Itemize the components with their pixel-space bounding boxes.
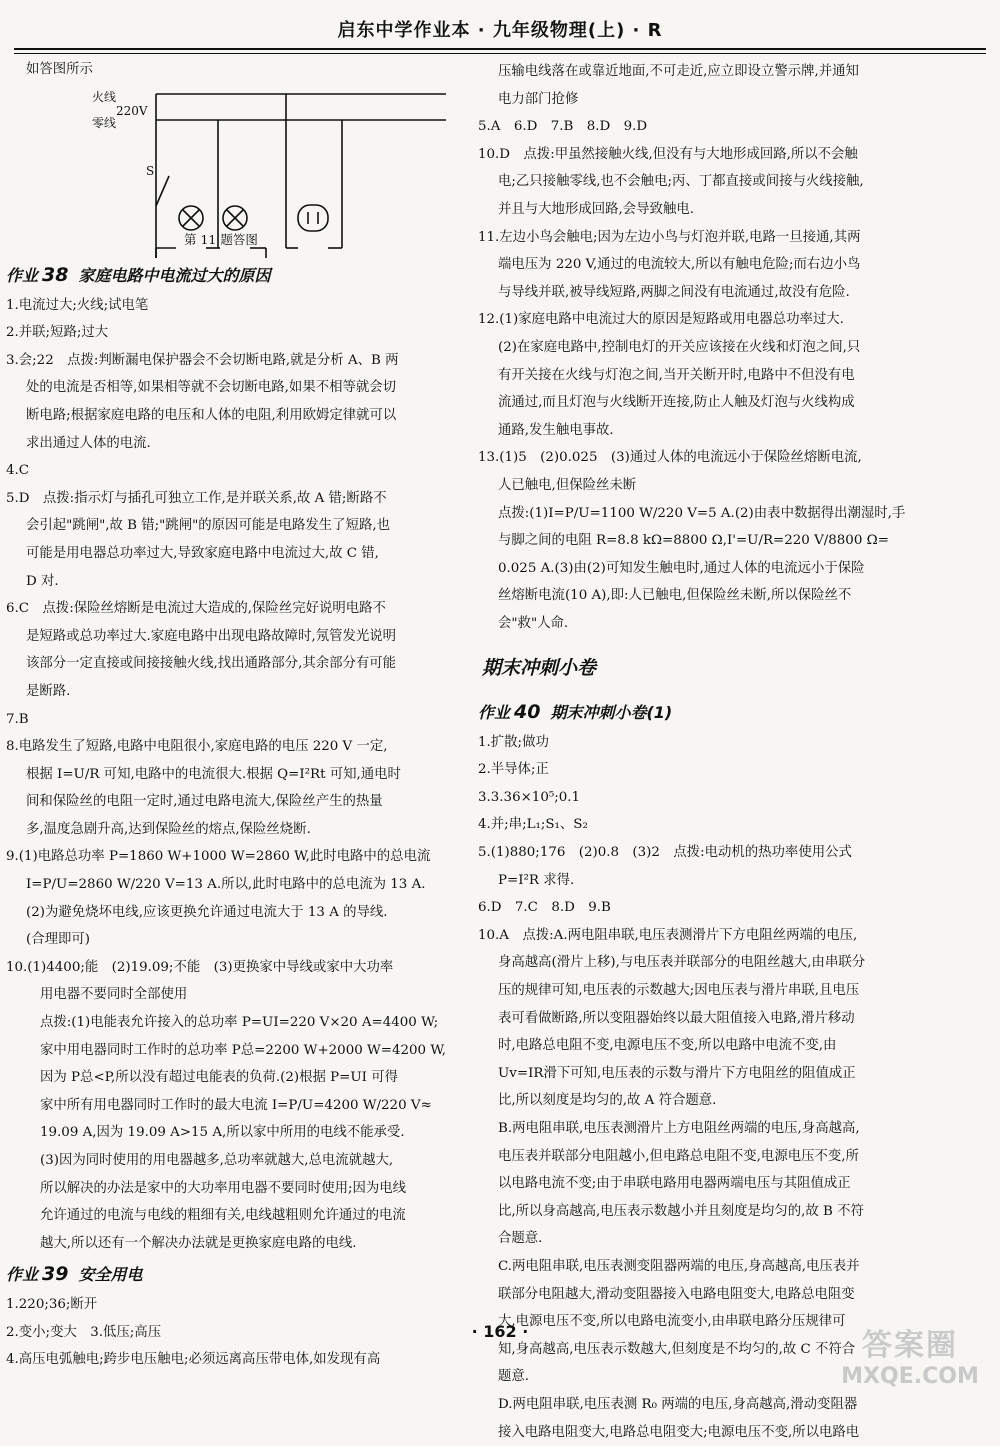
answer-line: 该部分一定直接或间接接触火线,找出通路部分,其余部分有可能 (6, 650, 458, 678)
answer-line: 点拨:(1)电能表允许接入的总功率 P=UI=220 V×20 A=4400 W; (6, 1009, 458, 1037)
answer-line: 点拨:(1)I=P/U=1100 W/220 V=5 A.(2)由表中数据得出潮湿时,手 (478, 500, 956, 528)
answer-line: 电力部门抢修 (478, 86, 956, 114)
watermark-line-1: 答案圈 (830, 1328, 990, 1364)
answer-line: 联部分电阻越大,滑动变阻器接入电路电阻变大,电路总电阻变 (478, 1281, 956, 1309)
answer-line: 时,电路总电阻不变,电源电压不变,所以电路中电流不变,由 (478, 1032, 956, 1060)
answer-line: 通路,发生触电事故. (478, 417, 956, 445)
answer-line: 3.会;22 点拨:判断漏电保护器会不会切断电路,就是分析 A、B 两 (6, 347, 458, 375)
answer-line: 9.(1)电路总功率 P=1860 W+1000 W=2860 W,此时电路中的总电流 (6, 843, 458, 871)
answer-line: 用电器不要同时全部使用 (6, 981, 458, 1009)
answer-line: 5.(1)880;176 (2)0.8 (3)2 点拨:电动机的热功率使用公式 (478, 839, 956, 867)
answer-line: 断电路;根据家庭电路的电压和人体的电阻,利用欧姆定律就可以 (6, 402, 458, 430)
answer-line: 可能是用电器总功率过大,导致家庭电路中电流过大,故 C 错, (6, 540, 458, 568)
answer-line: 与脚之间的电阻 R=8.8 kΩ=8800 Ω,I'=U/R=220 V/8800 Ω= (478, 527, 956, 555)
answer-line: 大,电源电压不变,所以电路电流变小,由串联电路分压规律可 (478, 1308, 956, 1336)
answer-line: 接入电路电阻变大,电路总电阻变大;电源电压不变,所以电路电 (478, 1419, 956, 1446)
voltage-label: 220V (116, 98, 148, 126)
answer-line: (2)为避免烧坏电线,应该更换允许通过电流大于 13 A 的导线. (6, 899, 458, 927)
answer-line: 越大,所以还有一个解决办法就是更换家庭电路的电线. (6, 1230, 458, 1258)
hw39-heading: 作业 39 安全用电 (6, 1261, 458, 1289)
answer-line: 电;乙只接触零线,也不会触电;丙、丁都直接或间接与火线接触, (478, 168, 956, 196)
watermark-logo (830, 1328, 990, 1394)
hw40-heading: 作业 40 期末冲刺小卷(1) (478, 699, 956, 727)
hw39-answers-cont (478, 58, 956, 637)
answer-line: 压的规律可知,电压表的示数越大;因电压表与滑片串联,且电压 (478, 977, 956, 1005)
answer-line: 比,所以刻度是均匀的,故 A 符合题意. (478, 1087, 956, 1115)
answer-line: 求出通过人体的电流. (6, 430, 458, 458)
answer-line: 题意. (478, 1363, 956, 1391)
answer-line: 12.(1)家庭电路中电流过大的原因是短路或用电器总功率过大. (478, 306, 956, 334)
answer-line: 0.025 A.(3)由(2)可知发生触电时,通过人体的电流远小于保险 (478, 555, 956, 583)
answer-line: B.两电阻串联,电压表测滑片上方电阻丝两端的电压,身高越高, (478, 1115, 956, 1143)
answer-line: 13.(1)5 (2)0.025 (3)通过人体的电流远小于保险丝熔断电流, (478, 444, 956, 472)
answer-line: 10.D 点拨:甲虽然接触火线,但没有与大地形成回路,所以不会触 (478, 141, 956, 169)
page-number: · 162 · (0, 1322, 1000, 1341)
answer-line: (2)在家庭电路中,控制电灯的开关应该接在火线和灯泡之间,只 (478, 334, 956, 362)
figure-intro: 如答图所示 (26, 56, 93, 84)
live-wire-label: 火线 (92, 84, 116, 112)
answer-line: 多,温度急剧升高,达到保险丝的熔点,保险丝烧断. (6, 816, 458, 844)
answer-line: 知,身高越高,电压表示数越大,但刻度是不均匀的,故 C 不符合 (478, 1336, 956, 1364)
answer-line: 4.C (6, 457, 458, 485)
answer-line: 6.D 7.C 8.D 9.B (478, 894, 956, 922)
hw38-answers (6, 292, 458, 1258)
neutral-wire-label: 零线 (92, 110, 116, 138)
answer-line: C.两电阻串联,电压表测变阻器两端的电压,身高越高,电压表并 (478, 1253, 956, 1281)
answer-line: 丝熔断电流(10 A),即:人已触电,但保险丝未断,所以保险丝不 (478, 582, 956, 610)
answer-line: 根据 I=U/R 可知,电路中的电流很大.根据 Q=I²Rt 可知,通电时 (6, 761, 458, 789)
answer-line: 压输电线落在或靠近地面,不可走近,应立即设立警示牌,并通知 (478, 58, 956, 86)
answer-line: 会引起"跳闸",故 B 错;"跳闸"的原因可能是电路发生了短路,也 (6, 512, 458, 540)
answer-line: 7.B (6, 706, 458, 734)
answer-line: 4.并;串;L₁;S₁、S₂ (478, 811, 956, 839)
answer-line: 10.A 点拨:A.两电阻串联,电压表测滑片下方电阻丝两端的电压, (478, 922, 956, 950)
answer-line: 19.09 A,因为 19.09 A>15 A,所以家中所用的电线不能承受. (6, 1119, 458, 1147)
answer-line: 3.3.36×10⁵;0.1 (478, 784, 956, 812)
answer-line: 电压表并联部分电阻越小,但电路总电阻不变,电源电压不变,所 (478, 1143, 956, 1171)
answer-line: 家中用电器同时工作时的总功率 P总=2200 W+2000 W=4200 W, (6, 1037, 458, 1065)
left-column (6, 58, 458, 1374)
answer-line: 5.A 6.D 7.B 8.D 9.D (478, 113, 956, 141)
answer-line: 家中所有用电器同时工作时的最大电流 I=P/U=4200 W/220 V≈ (6, 1092, 458, 1120)
circuit-figure (6, 58, 446, 258)
answer-line: 10.(1)4400;能 (2)19.09;不能 (3)更换家中导线或家中大功率 (6, 954, 458, 982)
answer-line: (合理即可) (6, 926, 458, 954)
answer-line: 2.变小;变大 3.低压;高压 (6, 1319, 458, 1347)
final-section-heading: 期末冲刺小卷 (482, 655, 956, 683)
answer-line: 与导线并联,被导线短路,两脚之间没有电流通过,故没有危险. (478, 279, 956, 307)
answer-line: 允许通过的电流与电线的粗细有关,电线越粗则允许通过的电流 (6, 1202, 458, 1230)
answer-line: 流通过,而且灯泡与火线断开连接,防止人触及灯泡与火线构成 (478, 389, 956, 417)
answer-line: 1.扩散;做功 (478, 729, 956, 757)
answer-line: 以电路电流不变;由于串联电路用电器两端电压与其阻值成正 (478, 1170, 956, 1198)
answer-line: 6.C 点拨:保险丝熔断是电流过大造成的,保险丝完好说明电路不 (6, 595, 458, 623)
answer-line: 2.半导体;正 (478, 756, 956, 784)
answer-line: D.两电阻串联,电压表测 R₀ 两端的电压,身高越高,滑动变阻器 (478, 1391, 956, 1419)
answer-line: 身高越高(滑片上移),与电压表并联部分的电阻丝越大,由串联分 (478, 949, 956, 977)
circuit-components (6, 28, 446, 258)
answer-line: 有开关接在火线与灯泡之间,当开关断开时,电路中不但没有电 (478, 362, 956, 390)
answer-line: 表可看做断路,所以变阻器始终以最大阻值接入电路,滑片移动 (478, 1005, 956, 1033)
watermark-line-2: MXQE.COM (830, 1364, 990, 1390)
answer-line: 合题意. (478, 1225, 956, 1253)
answer-line: 2.并联;短路;过大 (6, 319, 458, 347)
answer-line: 8.电路发生了短路,电路中电阻很小,家庭电路的电压 220 V 一定, (6, 733, 458, 761)
socket-icon (298, 205, 328, 231)
answer-line: 比,所以身高越高,电压表示数越小并且刻度是均匀的,故 B 不符 (478, 1198, 956, 1226)
switch-label: S (146, 158, 154, 186)
answer-line: 1.220;36;断开 (6, 1291, 458, 1319)
book-title: 启东中学作业本 · 九年级物理(上) · R (0, 16, 1000, 42)
right-column (478, 58, 956, 1446)
answer-line: 所以解决的办法是家中的大功率用电器不要同时使用;因为电线 (6, 1175, 458, 1203)
answer-line: 并且与大地形成回路,会导致触电. (478, 196, 956, 224)
answer-line: 是短路或总功率过大.家庭电路中出现电路故障时,氖管发光说明 (6, 623, 458, 651)
figure-caption: 第 11 题答图 (184, 226, 258, 254)
answer-line: Uv=IR滑下可知,电压表的示数与滑片下方电阻丝的阻值成正 (478, 1060, 956, 1088)
answer-line: 因为 P总<P,所以没有超过电能表的负荷.(2)根据 P=UI 可得 (6, 1064, 458, 1092)
answer-line: 人已触电,但保险丝未断 (478, 472, 956, 500)
answer-line: 是断路. (6, 678, 458, 706)
hw38-heading: 作业 38 家庭电路中电流过大的原因 (6, 262, 458, 290)
answer-line: 5.D 点拨:指示灯与插孔可独立工作,是并联关系,故 A 错;断路不 (6, 485, 458, 513)
answer-line: D 对. (6, 568, 458, 596)
answer-line: 处的电流是否相等,如果相等就不会切断电路,如果不相等就会切 (6, 374, 458, 402)
answer-line: (3)因为同时使用的用电器越多,总功率就越大,总电流就越大, (6, 1147, 458, 1175)
answer-line: P=I²R 求得. (478, 867, 956, 895)
answer-line: 11.左边小鸟会触电;因为左边小鸟与灯泡并联,电路一旦接通,其两 (478, 224, 956, 252)
answer-line: I=P/U=2860 W/220 V=13 A.所以,此时电路中的总电流为 13 A. (6, 871, 458, 899)
answer-line: 1.电流过大;火线;试电笔 (6, 292, 458, 320)
answer-line: 间和保险丝的电阻一定时,通过电路电流大,保险丝产生的热量 (6, 788, 458, 816)
answer-line: 4.高压电弧触电;跨步电压触电;必须远离高压带电体,如发现有高 (6, 1346, 458, 1374)
answer-line: 端电压为 220 V,通过的电流较大,所以有触电危险;而右边小鸟 (478, 251, 956, 279)
answer-line: 会"救"人命. (478, 610, 956, 638)
